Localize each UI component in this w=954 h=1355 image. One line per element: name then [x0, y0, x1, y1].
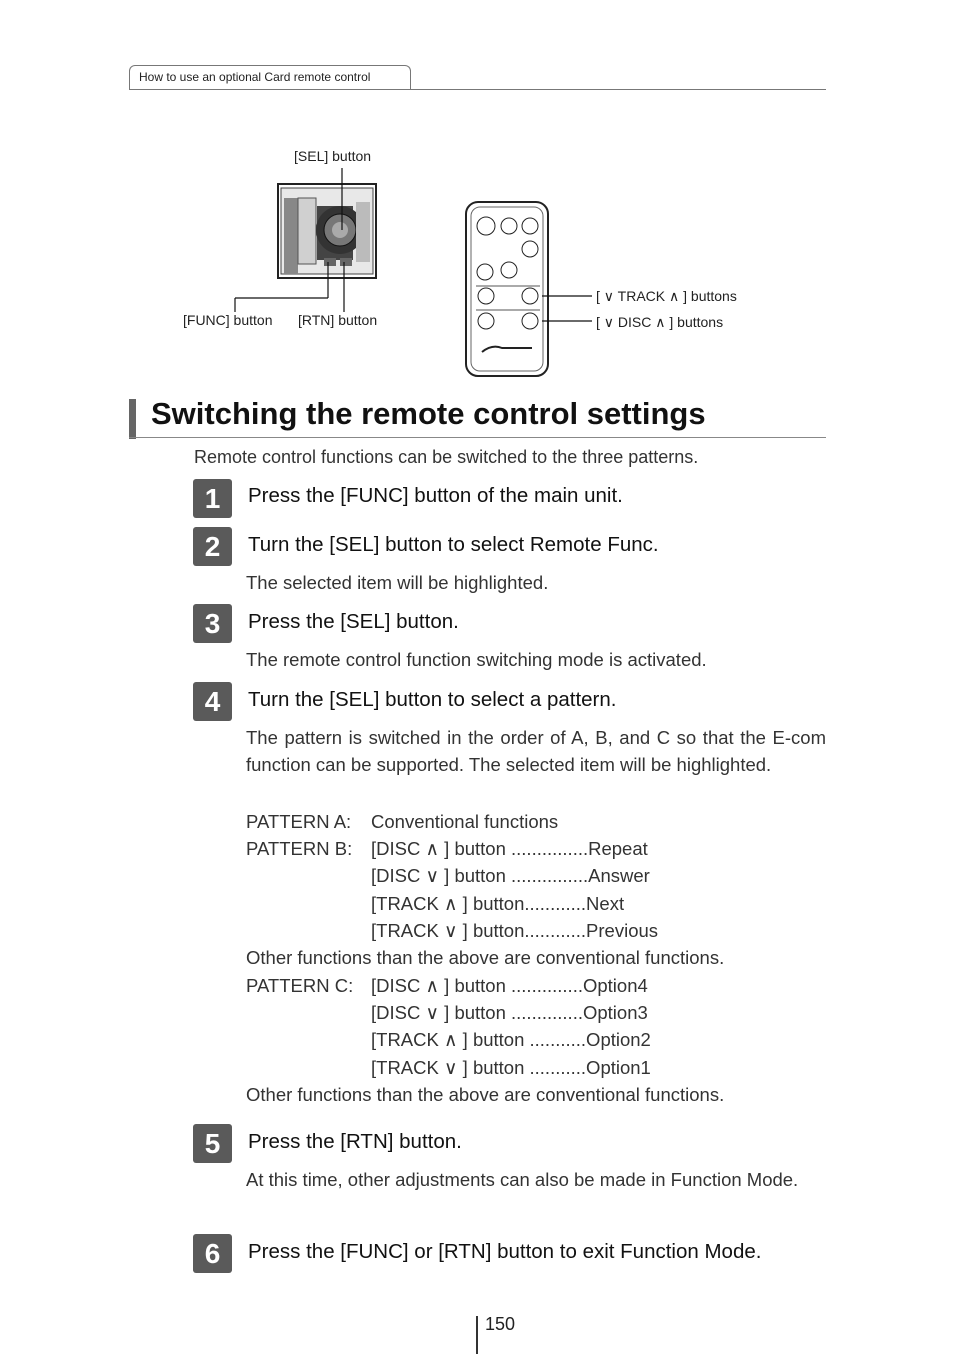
- pattern-row: [TRACK ∧ ] button............Next: [371, 893, 625, 914]
- pattern-row: [DISC ∧ ] button ..............Option4: [371, 975, 648, 996]
- track-buttons-label: [ ∨ TRACK ∧ ] buttons: [596, 288, 737, 304]
- pattern-row: [TRACK ∨ ] button............Previous: [371, 920, 659, 941]
- pattern-b-label: PATTERN B:: [246, 838, 353, 859]
- step-note: The pattern is switched in the order of A, B, and C so that the E-com function can be supported. The selected item will be highlighted.: [246, 727, 826, 775]
- pattern-row: [TRACK ∧ ] button ...........Option2: [371, 1029, 651, 1050]
- disc-buttons-label: [ ∨ DISC ∧ ] buttons: [596, 314, 724, 330]
- pattern-a-text: Conventional functions: [371, 811, 559, 832]
- sel-button-label: [SEL] button: [294, 148, 372, 164]
- step-note: The remote control function switching mode is activated.: [246, 649, 707, 670]
- step-text: Press the [RTN] button.: [248, 1130, 462, 1153]
- step-number: 4: [193, 682, 232, 721]
- pattern-c-other: Other functions than the above are conventional functions.: [246, 1084, 725, 1105]
- pattern-row: [DISC ∨ ] button ..............Option3: [371, 1002, 648, 1023]
- step-note: The selected item will be highlighted.: [246, 572, 549, 593]
- section-intro: Remote control functions can be switched to the three patterns.: [194, 447, 699, 467]
- step-text: Turn the [SEL] button to select Remote Func.: [248, 533, 659, 556]
- pattern-row: [DISC ∨ ] button ...............Answer: [371, 865, 650, 886]
- title-accent-bar: [129, 399, 136, 439]
- title-rule: [129, 437, 826, 438]
- step-number: 6: [193, 1234, 232, 1273]
- header-rule: [129, 89, 826, 90]
- step-text: Press the [FUNC] or [RTN] button to exit Function Mode.: [248, 1240, 762, 1263]
- step-number: 1: [193, 479, 232, 518]
- remote-figure: [180, 140, 800, 385]
- step-number: 3: [193, 604, 232, 643]
- step-number: 2: [193, 527, 232, 566]
- func-button-label: [FUNC] button: [183, 312, 273, 328]
- step-text: Turn the [SEL] button to select a pattern.: [248, 688, 617, 711]
- step-number: 5: [193, 1124, 232, 1163]
- page-number-rule: [476, 1316, 478, 1354]
- pattern-row: [TRACK ∨ ] button ...........Option1: [371, 1057, 651, 1078]
- pattern-row: [DISC ∧ ] button ...............Repeat: [371, 838, 648, 859]
- pattern-a-label: PATTERN A:: [246, 811, 352, 832]
- rtn-button-label: [RTN] button: [298, 312, 378, 328]
- page-number: 150: [485, 1314, 516, 1334]
- header-tab: How to use an optional Card remote control: [129, 65, 411, 89]
- section-title: Switching the remote control settings: [151, 396, 706, 431]
- step-text: Press the [SEL] button.: [248, 610, 459, 633]
- remote-control-illustration: [466, 202, 548, 376]
- head-unit-illustration: [278, 184, 376, 278]
- step-text: Press the [FUNC] button of the main unit.: [248, 484, 623, 507]
- step-note: At this time, other adjustments can also be made in Function Mode.: [246, 1169, 799, 1190]
- pattern-b-other: Other functions than the above are conventional functions.: [246, 947, 725, 968]
- pattern-c-label: PATTERN C:: [246, 975, 354, 996]
